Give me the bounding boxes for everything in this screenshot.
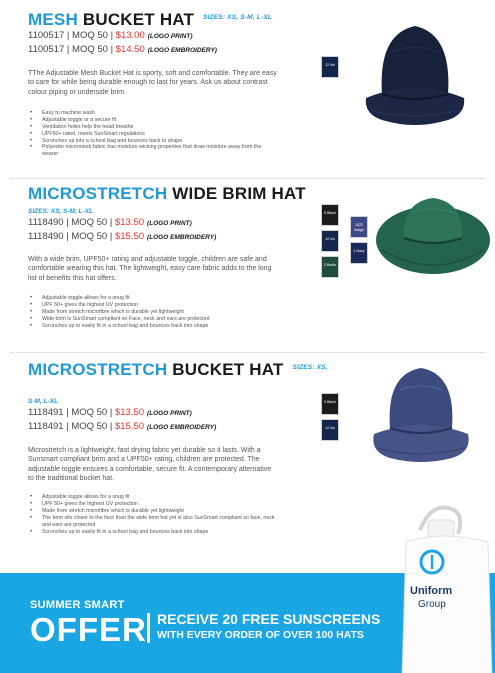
price-line <box>28 421 278 435</box>
sizes-label-continued: S-M, L-XL <box>28 398 58 405</box>
product-code: 1100517 | MOQ 50 | <box>28 43 116 55</box>
colour-swatch[interactable] <box>350 242 368 264</box>
feature-item: • UPF50+ rated, meets SunSmart regulations <box>28 131 278 138</box>
decoration-tag: (LOGO PRINT) <box>147 410 192 417</box>
product-code: 1100517 | MOQ 50 | <box>28 30 116 41</box>
product-description: Microstretch is a lightweight, fast drying fabric yet durable so it lasts. With a Sunsmart compliant brim and a UPF50+ rating, children are protected. The adjustable toggle ensures a comfortable, secure fit. A contemporary alternative to the traditional bucket hat. <box>28 447 272 482</box>
feature-list <box>28 494 278 535</box>
feature-item: • Scrunches up to easily fit in a school bag and bounces back into shape <box>28 323 278 330</box>
title-light: MICROSTRETCH <box>28 360 168 379</box>
product-code: 1118490 | MOQ 50 | <box>28 230 115 242</box>
colour-swatch[interactable] <box>321 230 339 252</box>
swatch-label: 5 Black <box>324 400 336 404</box>
colour-swatch[interactable] <box>321 393 339 415</box>
offer-heading: OFFER <box>30 611 147 648</box>
feature-item: • Adjustable toggle or a secure fit <box>28 117 278 124</box>
offer-headline: RECEIVE 20 FREE SUNSCREENS <box>157 611 381 627</box>
title-light: MESH <box>28 10 78 29</box>
brand-name: Uniform <box>410 585 453 597</box>
price: $14.50 <box>115 43 145 55</box>
price-line <box>28 44 278 58</box>
decoration-tag: (LOGO PRINT) <box>147 220 192 227</box>
swatch-label: 12 Ink <box>325 237 335 241</box>
feature-item: • The brim sits closer to the face than the wide brim hat yet is also SunSmart compliant so face, neck and ears are protected <box>28 515 278 529</box>
product-title <box>28 184 306 204</box>
feature-item: • Made from stretch microfibre which is durable yet lightweight <box>28 309 278 316</box>
decoration-tag: (LOGO EMBROIDERY) <box>147 233 217 241</box>
feature-item: • UPF 50+ gives the highest UV protection <box>28 501 278 508</box>
bucket-hat-image <box>364 362 478 466</box>
swatch-label: 12 Ink <box>325 426 335 430</box>
feature-list <box>28 295 278 330</box>
mesh-bucket-hat-section <box>28 8 278 158</box>
title-light: MICROSTRETCH <box>28 184 168 203</box>
sizes-label: SIZES: XS, S-M, L-XL <box>28 208 94 215</box>
colour-swatch[interactable] <box>321 204 339 226</box>
price: $13.00 <box>115 30 145 41</box>
price: $15.50 <box>114 230 145 242</box>
product-title <box>28 358 328 380</box>
price: $13.50 <box>114 407 145 418</box>
swatch-label: 3 Bottle <box>323 263 337 267</box>
product-code: 1118490 | MOQ 50 | <box>28 217 115 228</box>
product-title <box>28 8 278 30</box>
swatch-label: 1 Navy <box>353 249 365 253</box>
product-code: 1118491 | MOQ 50 | <box>28 407 115 418</box>
price-line <box>28 407 278 421</box>
feature-item: • UPF 50+ gives the highest UV protection <box>28 302 278 309</box>
sizes-label: SIZES: XS, S-M, L-XL <box>203 14 273 21</box>
feature-item: • Easy to machine wash <box>28 110 278 117</box>
colour-swatch[interactable] <box>321 256 339 278</box>
price-line <box>28 30 278 44</box>
swatch-label: 5 Black <box>324 211 336 215</box>
bucket-hat-section <box>28 358 328 536</box>
feature-item: • Scrunches up into a school bag and bounces back to shape <box>28 138 278 145</box>
section-divider <box>10 178 485 179</box>
title-dark: WIDE BRIM HAT <box>172 184 306 203</box>
feature-item: • Made from stretch microfibre which is durable yet lightweight <box>28 508 278 515</box>
swatch-label: 12 Ink <box>325 63 335 67</box>
price: $13.50 <box>114 217 145 228</box>
brand-subname: Group <box>418 599 446 610</box>
sunscreen-bottle-image <box>392 500 495 673</box>
sizes-label: SIZES: XS, <box>292 364 328 371</box>
feature-item: • Adjustable toggle allows for a snug fit <box>28 494 278 501</box>
feature-item: • Scrunches up to easily fit in a school bag and bounces back into shape <box>28 529 278 536</box>
mesh-bucket-hat-image <box>352 12 478 138</box>
product-code: 1118491 | MOQ 50 | <box>28 420 115 432</box>
product-description: With a wide brim, UPF50+ rating and adjustable toggle, children are safe and comfortable wearing this hat. The lightweight, easy care fabric adds to the long list of benefits this hat offers. <box>28 256 272 282</box>
wide-brim-hat-section <box>28 184 306 329</box>
decoration-tag: (LOGO EMBROIDERY) <box>147 46 217 54</box>
title-dark: BUCKET HAT <box>172 360 284 379</box>
decoration-tag: (LOGO EMBROIDERY) <box>147 423 217 431</box>
product-description: TThe Adjustable Mesh Bucket Hat is sporty, soft and comfortable. They are easy to care for while being durable enough to last for years. Ask us about contrast colour piping or underside brim. <box>28 70 277 96</box>
price-line <box>28 217 278 231</box>
offer-eyebrow: SUMMER SMART <box>30 599 125 611</box>
banner-divider <box>147 613 150 643</box>
feature-item: • Polyester micromesh fabric has moisture wicking properties that draw moisture away from the wearer <box>28 144 278 158</box>
colour-swatch[interactable] <box>321 419 339 441</box>
colour-swatch[interactable] <box>350 216 368 238</box>
section-divider <box>10 352 485 353</box>
price-line <box>28 231 278 245</box>
wide-brim-hat-image <box>374 192 492 282</box>
price: $15.50 <box>114 420 145 432</box>
decoration-tag: (LOGO PRINT) <box>147 33 193 40</box>
feature-list <box>28 110 278 158</box>
feature-item: • Adjustable toggle allows for a snug fit <box>28 295 278 302</box>
swatch-label: 1022 Indigo <box>354 223 364 232</box>
feature-item: • Ventilation holes help the head breathe <box>28 124 278 131</box>
colour-swatch[interactable] <box>321 56 339 78</box>
feature-item: • Wide brim is SunSmart compliant so Face, neck and ears are protected <box>28 316 278 323</box>
offer-subline: WITH EVERY ORDER OF OVER 100 HATS <box>157 629 364 641</box>
title-dark: BUCKET HAT <box>82 10 195 29</box>
